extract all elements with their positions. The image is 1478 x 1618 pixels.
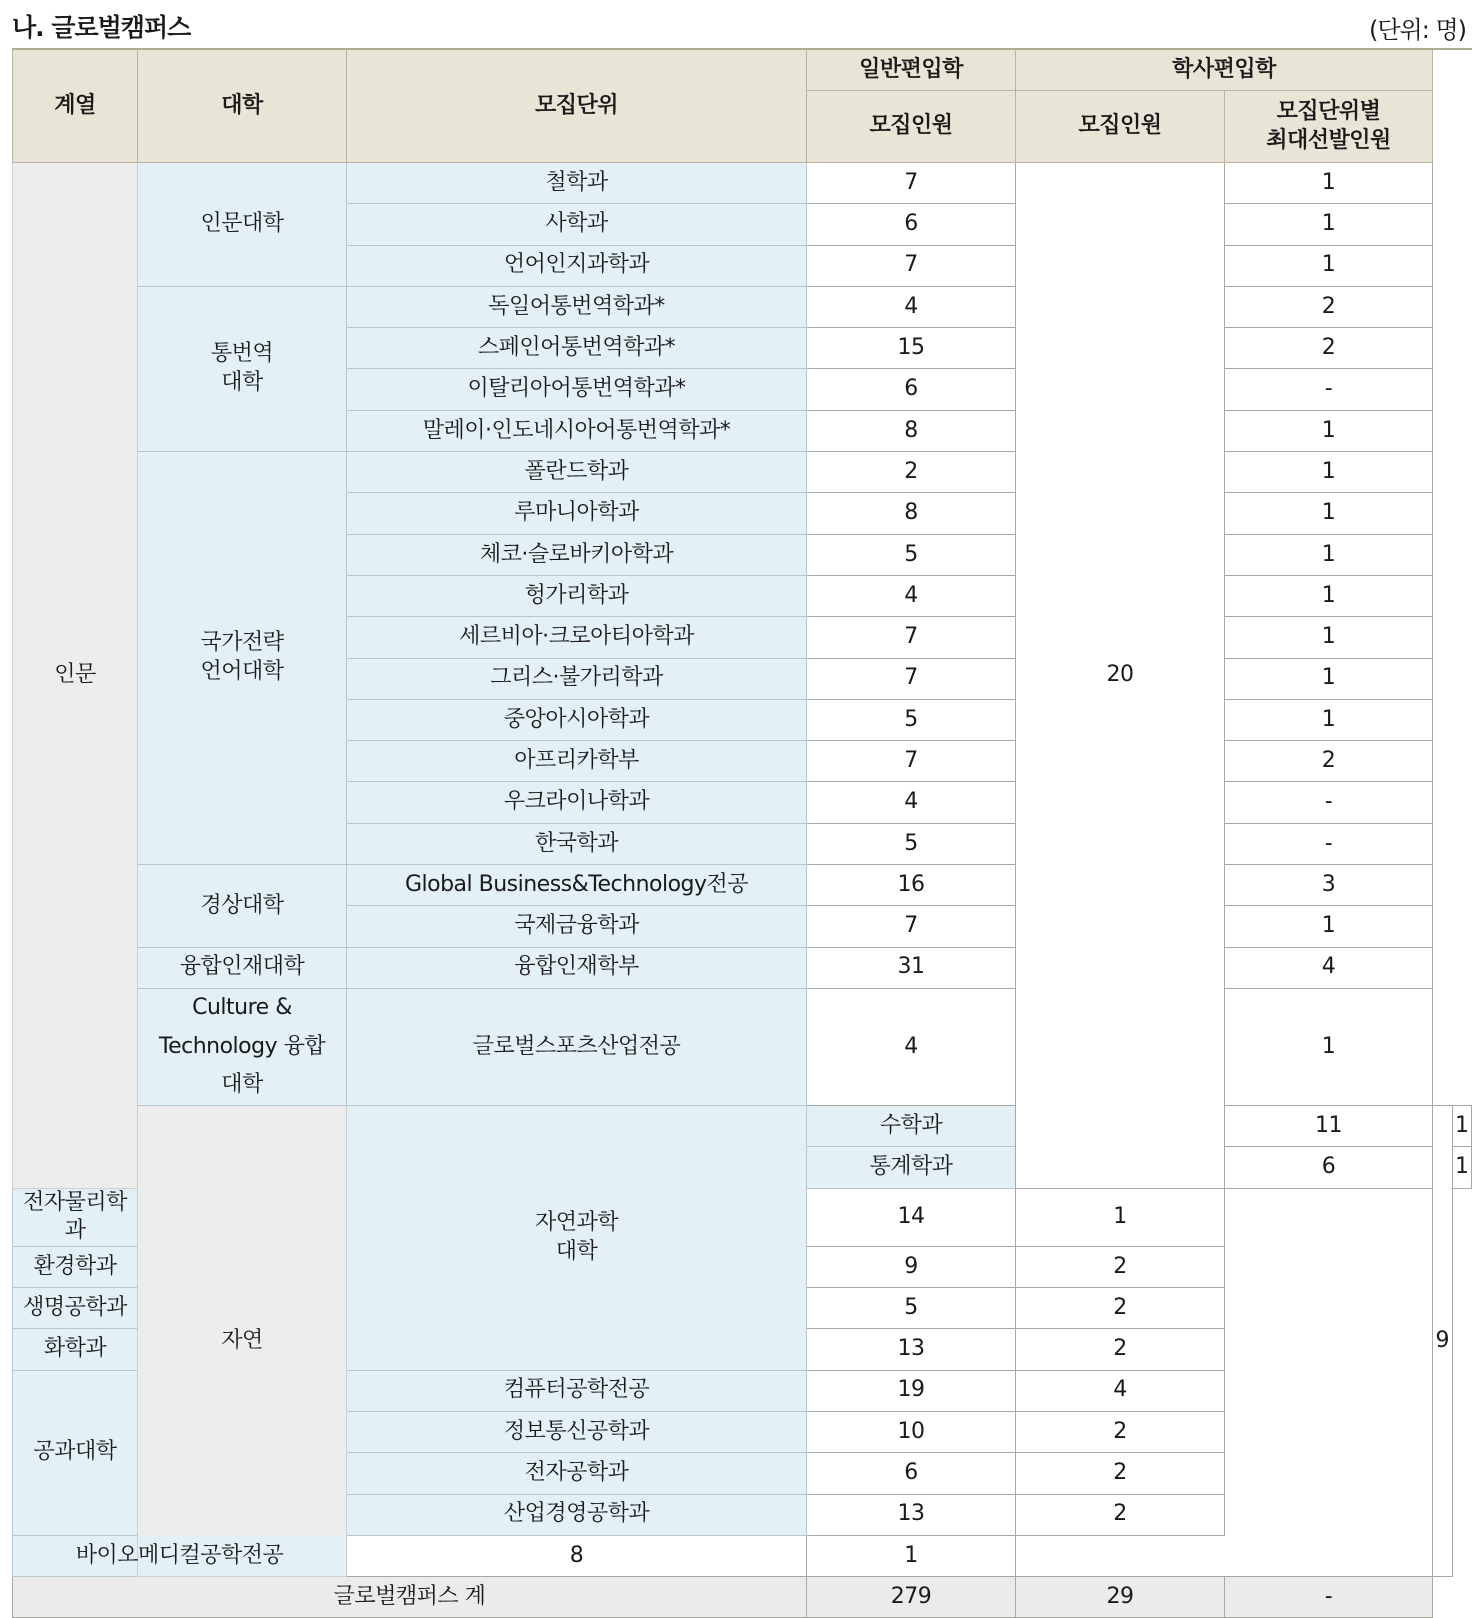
unit-cell: 아프리카학부 [347,741,807,782]
table-row [13,988,1472,1105]
general-quota-cell: 7 [807,741,1016,782]
total-general: 279 [807,1577,1016,1618]
max-cell: 2 [1016,1494,1225,1535]
total-max: - [1225,1577,1433,1618]
header-bachelor-max [1225,91,1433,163]
general-quota-cell: 7 [807,617,1016,658]
unit-cell: 이탈리아어통번역학과* [347,369,807,410]
max-cell: 2 [1016,1246,1225,1287]
max-cell: 1 [1225,617,1433,658]
general-quota-cell: 5 [807,699,1016,740]
max-cell: 1 [1225,245,1433,286]
unit-cell: 생명공학과 [13,1288,138,1329]
max-cell: 4 [1016,1370,1225,1411]
max-cell: 3 [1225,865,1433,906]
unit-cell: 바이오메디컬공학전공 [13,1535,347,1576]
general-quota-cell: 2 [807,452,1016,493]
general-quota-cell: 16 [807,865,1016,906]
college-cell: 공과대학 [13,1370,138,1535]
table-row [13,865,1472,906]
header-general-quota: 모집인원 [807,91,1016,163]
max-cell: 1 [1225,906,1433,947]
unit-cell: 화학과 [13,1329,138,1370]
general-quota-cell: 14 [807,1188,1016,1246]
college-name: 통번역 대학 [210,341,274,395]
max-cell: 1 [1452,1105,1472,1146]
unit-cell: 환경학과 [13,1246,138,1287]
unit-cell: 스페인어통번역학과* [347,328,807,369]
max-cell: - [1225,823,1433,864]
general-quota-cell: 5 [807,1288,1016,1329]
general-quota-cell: 4 [807,782,1016,823]
max-cell: 4 [1225,947,1433,988]
max-cell: 2 [1016,1453,1225,1494]
table-row [13,286,1472,327]
header-unit: 모집단위 [347,49,807,163]
general-quota-cell: 4 [807,988,1016,1105]
general-quota-cell: 6 [807,204,1016,245]
header-general-group: 일반편입학 [807,49,1016,91]
unit-cell: 한국학과 [347,823,807,864]
header-bachelor-max-line1: 모집단위별 [1276,98,1381,124]
unit-cell: 전자공학과 [347,1453,807,1494]
header-bachelor-quota: 모집인원 [1016,91,1225,163]
general-quota-cell: 9 [807,1246,1016,1287]
college-name: 자연과학 대학 [534,1210,618,1264]
general-quota-cell: 13 [807,1494,1016,1535]
total-row [13,1577,1472,1618]
unit-cell: 세르비아·크로아티아학과 [347,617,807,658]
admission-table [12,48,1472,1618]
unit-cell: 중앙아시아학과 [347,699,807,740]
max-cell: 2 [1225,286,1433,327]
unit-cell: 수학과 [807,1105,1016,1146]
general-quota-cell: 4 [807,286,1016,327]
general-quota-cell: 11 [1225,1105,1433,1146]
unit-cell: 정보통신공학과 [347,1411,807,1452]
unit-cell: Global Business&Technology전공 [347,865,807,906]
table-row [13,1535,1472,1576]
general-quota-cell: 10 [807,1411,1016,1452]
general-quota-cell: 7 [807,906,1016,947]
college-cell [347,1105,807,1370]
general-quota-cell: 15 [807,328,1016,369]
general-quota-cell: 7 [807,658,1016,699]
max-cell: - [1225,782,1433,823]
general-quota-cell: 8 [347,1535,807,1576]
max-cell: 1 [1225,988,1433,1105]
header-college: 대학 [138,49,347,163]
unit-cell: 독일어통번역학과* [347,286,807,327]
general-quota-cell: 13 [807,1329,1016,1370]
table-row [13,947,1472,988]
max-cell: 2 [1225,741,1433,782]
general-quota-cell: 5 [807,534,1016,575]
table-row [13,452,1472,493]
max-cell: 1 [1452,1147,1472,1188]
unit-cell: 언어인지과학과 [347,245,807,286]
max-cell: 1 [1225,410,1433,451]
general-quota-cell: 4 [807,575,1016,616]
max-cell: - [1225,369,1433,410]
max-cell: 1 [1016,1188,1225,1246]
college-name: 국가전략 언어대학 [200,630,284,685]
college-cell: 인문대학 [138,163,347,287]
unit-cell: 컴퓨터공학전공 [347,1370,807,1411]
college-cell [138,286,347,451]
total-bachelor: 29 [1016,1577,1225,1618]
college-name: Culture & Technology 융합 대학 [158,995,326,1098]
general-quota-cell: 5 [807,823,1016,864]
general-quota-cell: 8 [807,493,1016,534]
general-quota-cell: 6 [1225,1147,1433,1188]
unit-cell: 우크라이나학과 [347,782,807,823]
max-cell: 1 [1225,699,1433,740]
table-row [13,1105,1472,1146]
unit-cell: 헝가리학과 [347,575,807,616]
unit-cell: 철학과 [347,163,807,204]
unit-cell: 그리스·불가리학과 [347,658,807,699]
max-cell: 1 [1225,204,1433,245]
general-quota-cell: 31 [807,947,1016,988]
max-cell: 2 [1016,1288,1225,1329]
unit-cell: 폴란드학과 [347,452,807,493]
max-cell: 1 [1225,658,1433,699]
total-label: 글로벌캠퍼스 계 [13,1577,807,1618]
header-bachelor-group: 학사편입학 [1016,49,1433,91]
unit-cell: 루마니아학과 [347,493,807,534]
bachelor-quota-cell: 20 [1016,163,1225,1189]
unit-cell: 글로벌스포츠산업전공 [347,988,807,1105]
bachelor-quota-cell: 9 [1433,1105,1452,1576]
unit-cell: 국제금융학과 [347,906,807,947]
general-quota-cell: 19 [807,1370,1016,1411]
max-cell: 1 [1225,575,1433,616]
table-row [13,163,1472,204]
max-cell: 2 [1016,1411,1225,1452]
max-cell: 2 [1225,328,1433,369]
unit-cell: 산업경영공학과 [347,1494,807,1535]
max-cell: 1 [807,1535,1016,1576]
max-cell: 2 [1016,1329,1225,1370]
section-title: 나. 글로벌캠퍼스 [12,13,191,42]
header-category: 계열 [13,49,138,163]
unit-cell: 체코·슬로바키아학과 [347,534,807,575]
college-cell [138,452,347,865]
general-quota-cell: 7 [807,163,1016,204]
category-cell: 자연 [138,1105,347,1576]
unit-label: (단위: 명) [1369,16,1466,44]
general-quota-cell: 6 [807,369,1016,410]
max-cell: 1 [1225,534,1433,575]
unit-cell: 말레이·인도네시아어통번역학과* [347,410,807,451]
college-cell: 경상대학 [138,865,347,948]
unit-cell: 사학과 [347,204,807,245]
category-cell: 인문 [13,163,138,1189]
general-quota-cell: 8 [807,410,1016,451]
unit-cell: 전자물리학과 [13,1188,138,1246]
max-cell: 1 [1225,493,1433,534]
max-cell: 1 [1225,452,1433,493]
header-bachelor-max-line2: 최대선발인원 [1266,127,1391,153]
general-quota-cell: 6 [807,1453,1016,1494]
college-cell: 융합인재대학 [138,947,347,988]
unit-cell: 통계학과 [807,1147,1016,1188]
max-cell: 1 [1225,163,1433,204]
college-cell [138,988,347,1105]
unit-cell: 융합인재학부 [347,947,807,988]
general-quota-cell: 7 [807,245,1016,286]
